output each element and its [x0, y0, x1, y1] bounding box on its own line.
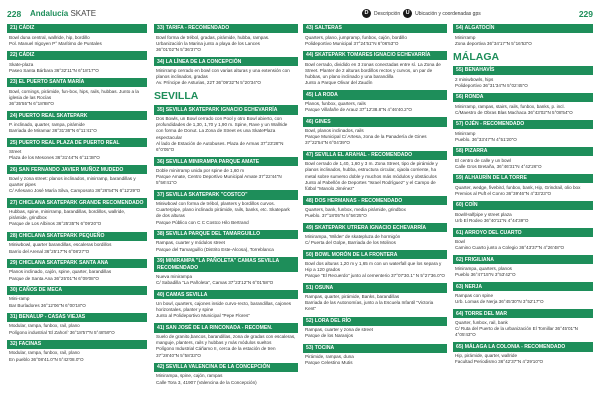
- entry-location: Pueblo 36°47'15"N 3°53'42"O: [455, 271, 516, 277]
- entry-description: Bowl y zona street: planos inclinados, minirramp, barandillas y quarter pipes: [9, 175, 136, 188]
- entry-title: 24) PUERTO REAL SKATEPARK: [7, 111, 147, 120]
- skatepark-entry: [453, 309, 593, 338]
- entry-location: Urb El Rodeo 36°40'11"N 4°44'39"O: [455, 217, 529, 223]
- page-number-right: 229: [578, 9, 593, 19]
- region-heading: MÁLAGA: [453, 51, 500, 64]
- entry-description: Minirampa, quarters, planos: [455, 265, 512, 271]
- entry-description: Modular, rampa, funbox, rail, plano: [9, 350, 80, 356]
- entry-location: En pueblo 36°08'41.0"N 5°42'08.0"O: [9, 356, 84, 362]
- entry-title: 32) FACINAS: [7, 340, 147, 349]
- entry-title: 27) CHICLANA SKATEPARK GRANDE RECOMENDADO: [7, 198, 147, 207]
- entry-description: Planos inclinado, cajón, spine, quarter, barandillas: [9, 269, 112, 275]
- entry-location: Paseo Santa Bárbara 36°32'11"N 6°18'17"O: [9, 67, 99, 73]
- skatepark-entry: [303, 117, 447, 146]
- entry-title: 22) CÁDIZ: [7, 51, 147, 60]
- skatepark-entry: [154, 157, 298, 186]
- skatepark-entry: [7, 51, 147, 74]
- entry-location: Zona deportiva 36°34'17"N 5°16'53"O: [455, 40, 532, 46]
- entry-title: 26) SAN FERNANDO JAVIER MUÑOZ MUDEDO: [7, 165, 147, 174]
- entry-title: 34) LA LÍNEA DE LA CONCEPCIÓN: [154, 57, 298, 66]
- entry-location: Facultad Periodismo 36°42'37"N 4°29'10"O: [455, 359, 544, 365]
- entry-title: 44) SKATEPARK TOMARES IGNACIO ECHEVARRÍA: [303, 51, 447, 60]
- entry-title: 56) RONDA: [453, 93, 593, 102]
- entry-description: Minirampa, spine, cajón, rampas: [156, 373, 223, 379]
- legend-description-label: Descripción: [374, 10, 401, 17]
- skatepark-entry: [453, 174, 593, 197]
- entry-location: Junto al Polideportivo Municipal "Pepe Flores": [156, 313, 250, 319]
- skatepark-entry: [453, 201, 593, 224]
- entry-title: 62) FRIGILIANA: [453, 255, 593, 264]
- skatepark-entry: [303, 24, 447, 47]
- entry-location: Parque de Los Albinos 36°25'35"N 6°09'20"O: [9, 221, 102, 227]
- entry-title: 49) SKATEPARK UTRERA IGNACIO ECHEVARRÍA: [303, 223, 447, 232]
- entry-title: 50) BOWL MORÓN DE LA FRONTERA: [303, 250, 447, 259]
- skatepark-entry: [453, 228, 593, 251]
- entry-location: Calle Gros Bretaña, 36°46'31"N 4°42'26"O: [455, 163, 542, 169]
- entry-location: Av. Príncipe de Asturias, 22T 36°09'32"N 5°20'34"O: [156, 80, 261, 86]
- entry-description: Street: [9, 148, 22, 154]
- skatepark-entry: [453, 147, 593, 170]
- entry-description: Suelo de granito,bancos, barandillas, zona de gradas con escaleras, manguje, planters, rails y hubbas y más módulos sueltos: [156, 334, 296, 346]
- entry-description: Rampas, cuarter y zona de street: [305, 327, 373, 333]
- entry-title: 41) SAN JOSÉ DE LA RINCONADA - RECOMEN.: [154, 323, 298, 332]
- entry-location: Parque Municipal C/ Artesa, zona de la Panadería de Gines 37°22'54"N 6°04'39"O: [305, 134, 427, 146]
- entry-location: C/ Puerta del Golpe, Barriada de los Molinos: [305, 240, 396, 246]
- skatepark-entry: [453, 93, 593, 116]
- entry-location: 36°01'02"N 5°36'37"O: [156, 47, 201, 53]
- entry-description: Bowl, planos inclinados, rails: [305, 128, 364, 134]
- entry-description: Skate-plaza: [9, 61, 34, 67]
- entry-description: Quarter, wedge, fivebird, funbox, bank, Hip, Grindrail, olio box: [455, 184, 581, 190]
- section-region: Andalucía: [30, 9, 69, 18]
- skatepark-entry: [154, 290, 298, 319]
- entry-title: 21) CÁDIZ: [7, 24, 147, 33]
- column-3: [303, 24, 447, 412]
- skatepark-entry: [154, 230, 298, 253]
- entry-title: 28) CHICLANA SKATEPARK PEQUEÑO: [7, 232, 147, 241]
- entry-title: 45) LA RODA: [303, 90, 447, 99]
- entry-description: Dos Bowls, un Bowl cerrado con Pool y otro Bowl abierto, con profundidades de 1,30, 1,70 y 1,90 m. Spine, Rave y un Wallride con forma de Donut. La Zona de Street es una SkatePlaza espectacular: [156, 116, 288, 140]
- entry-description: Miniwbowl, quarter barandillas, escaleras bordillos: [9, 242, 112, 248]
- entry-description: Planos, funbox, quarters, rails: [305, 101, 366, 107]
- entry-title: 55) BENAHAVÍS: [453, 66, 593, 75]
- entry-description: Pirámide, rampas, duna: [305, 354, 354, 360]
- entry-title: 52) LORA DEL RÍO: [303, 317, 447, 326]
- entry-title: 39) MINIRAMPA "LA PAÑOLETA" CAMAS SEVILLA RECOMENDADO: [154, 257, 298, 273]
- skatepark-entry: [453, 282, 593, 305]
- entry-location: C/Maestro de Obras Blas Machaca 36°43'02"N 5°08'54"O: [455, 109, 573, 115]
- skatepark-entry: [303, 223, 447, 246]
- entry-title: 35) SEVILLA SKATEPARK IGNACIO ECHEVARRÍA: [154, 105, 298, 114]
- skatepark-entry: [303, 90, 447, 113]
- skatepark-entry: [154, 323, 298, 358]
- entry-location: Barrio del Arenal 36°25'17"N 6°08'27"O: [9, 248, 90, 254]
- entry-title: 43) SALTERAS: [303, 24, 447, 33]
- entry-location: C/ Arlesano José María Silva, Camposoto 36°26'54"N 6°12'29"O: [9, 188, 141, 194]
- entry-location: Parque Público con C C Costco Hilo Bertrand: [156, 219, 249, 225]
- skatepark-entry: [7, 286, 147, 309]
- skatepark-entry: [7, 165, 147, 194]
- entry-location: Bar Burladores 36°12'06"N 6°00'18"O: [9, 302, 86, 308]
- section-title: [30, 9, 96, 18]
- skatepark-entry: [7, 24, 147, 47]
- entry-title: 60) COÍN: [453, 201, 593, 210]
- entry-description: Bowl duna central, wallride, hip, bordillo: [9, 34, 90, 40]
- entry-description: Quarters, plano, jumpramp, funbox, cajón, bordillo: [305, 34, 407, 40]
- entry-title: 65) MÁLAGA LA COLONIA - RECOMENDADO: [453, 342, 593, 351]
- entry-description: Bowl dos alturas 1,20 m y 1,65 m con un waterfall que los separa y Hip a 120 grados: [305, 260, 442, 273]
- entry-title: 33) TARIFA - RECOMENDADO: [154, 24, 298, 33]
- skatepark-entry: [7, 138, 147, 161]
- column-4: [453, 24, 593, 412]
- entry-title: 61) ARROYO DEL CUARTO: [453, 228, 593, 237]
- skatepark-entry: [7, 78, 147, 107]
- page-number-left: 228: [7, 9, 22, 19]
- entry-title: 42) SEVILLA VALENCINA DE LA CONCEPCIÓN: [154, 363, 298, 372]
- skatepark-entry: [453, 24, 593, 47]
- entry-location: Plaza de los Mesones 36°31'44"N 6°11'38"O: [9, 155, 100, 161]
- entry-description: Minirramp: [455, 130, 476, 136]
- entry-description: Bowl/Halfpipe y street plaza: [455, 211, 512, 217]
- entry-description: Bowl forma de trébol, gradas, pirámide, hubba, rampas. Urbanización la Marina junto a playa de los Lances: [156, 34, 270, 46]
- entry-location: Pueblo. 37°18'05"N 5°56'25"O: [305, 213, 367, 219]
- legend-location-label: Ubicación y coordenadas gps: [415, 10, 481, 17]
- entry-title: 59) ALHAURÍN DE LA TORRE: [453, 174, 593, 183]
- entry-title: 57) OJÉN - RECOMENDADO: [453, 120, 593, 129]
- column-2: [154, 24, 298, 412]
- entry-location: Parque Celestino Mutis: [305, 360, 353, 366]
- entry-location: Parque de Santa Ana 36°25'01"N 6°09'08"O: [9, 275, 99, 281]
- entry-location: Parque del Tamarguillo (Distrito Este-Alcosa), Torreblanca: [156, 246, 274, 252]
- entry-description: Minirramp, rampas, stairs, rails, funbox, banks, p. incl.: [455, 103, 565, 109]
- entry-location: Parque "El Recuerdo" junto al cementerio 37°07'30.1" N 5°27'36.0"O: [305, 273, 445, 279]
- entry-location: Calle Tora 3, 41907 (Valencina de la Concepción): [156, 379, 257, 385]
- entry-title: 40) CAMAS SEVILLA: [154, 290, 298, 299]
- entry-title: 36) SEVILLA MINIRAMPA PARQUE AMATE: [154, 157, 298, 166]
- entry-description: Bowl cerrado de 1,40, 1,60 y 3 m. Zona Street, tipo de pirámide y planos inclinados, hubba, estructura circular, ojaola corriente, ha metal sobre sumerso doble y muchos más módulos y obstáculos: [305, 161, 438, 179]
- entry-title: 48) DOS HERMANAS - RECOMENDADO: [303, 196, 447, 205]
- entry-description: Hip, pirámide, quarter, wallride: [455, 353, 518, 358]
- legend: [362, 9, 481, 18]
- entry-location: Pueblo. 36°33'47"N 4°51'20"O: [455, 136, 517, 142]
- skatepark-entry: [453, 255, 593, 278]
- entry-description: Mini-ramp: [9, 296, 30, 302]
- entry-location: Premios al Puft el Conro 36°39'46"N 4°33'23"O: [455, 190, 552, 196]
- entry-description: Bowl: [455, 238, 465, 244]
- region-heading: SEVILLA: [154, 90, 199, 103]
- entry-description: Doble minirramp unida por spine de 1,60 m: [156, 167, 245, 173]
- entry-description: 2 miniwbowls, hips: [455, 76, 494, 82]
- entry-description: Bowl cerrado, dividido en 3 zonas conectadas entre sí. La Zona de Street. Planter de 2 alturas bordillos rectos y curvos, un par de hubbas, un plano inclinado y una barandilla: [305, 61, 441, 80]
- entry-title: 58) PIZARRA: [453, 147, 593, 156]
- entry-description: Miniwbowl con forma de trébol, planters y bordillos curvos. Cuarterpipe, plano inclinado pirámide, rails, banks, etc. Skatepark de dos alturas: [156, 201, 290, 219]
- entry-location: Junto al Pabellón de Deportes "Israel Rodríguez" y el Campo de fútbol "Manolo Jiménez": [305, 179, 436, 192]
- entry-location: Barriada de Miramar 36°31'36"N 6°11'41"O: [9, 128, 97, 134]
- entry-location: Parque Villafañe de Arauz 37°12'38.8"N 4°46'40.2"O: [305, 107, 412, 113]
- entry-description: Minirramp cerrado en bowl con varias alturas y una extensión con planos inclinados, gradas: [156, 67, 290, 80]
- entry-description: Un bowl, quarters, cajones inside curvo-recto, barandillas, cajones horizontales, planter y spine: [156, 300, 292, 312]
- entry-title: 37) SEVILLA SKATEPARK "COSTCO": [154, 190, 298, 199]
- entry-description: Nueva minirampa: [156, 273, 192, 279]
- entry-location: Parque de los Naranjos: [305, 333, 354, 339]
- skatepark-entry: [453, 66, 593, 89]
- entry-title: 25) PUERTO REAL PLAZA DE PUERTO REAL: [7, 138, 147, 147]
- skatepark-entry: [7, 313, 147, 336]
- entry-location: C/ Ruta del Puerto de la urbanización El Tomillar 36°45'01"N 4°05'43"O: [455, 325, 578, 338]
- entry-location: Polideportivo 36°31'34"N 5°02'45"O: [455, 82, 528, 88]
- entry-description: Minirramp: [455, 34, 476, 40]
- entry-title: 63) NERJA: [453, 282, 593, 291]
- description-icon: D: [362, 9, 371, 18]
- skatepark-entry: [303, 344, 447, 367]
- skatepark-entry: [154, 363, 298, 386]
- skatepark-entry: [7, 198, 147, 227]
- entry-title: 51) OSUNA: [303, 283, 447, 292]
- entry-title: 38) SEVILLA PARQUE DEL TAMARGUILLO: [154, 230, 298, 239]
- skatepark-entry: [7, 259, 147, 282]
- entry-location: Camino Cuarto junto a Colegio 36°43'37"N 4°26'48"O: [455, 244, 565, 250]
- entry-title: 29) CHICLANA SKATEPARK SANTA ANA: [7, 259, 147, 268]
- skatepark-entry: [154, 190, 298, 225]
- location-icon: U: [403, 9, 412, 18]
- skatepark-entry: [154, 257, 298, 286]
- skatepark-entry: [7, 111, 147, 134]
- entry-location: Pol. Manuel Irigoyen P° Marítimo de Puntales: [9, 40, 102, 46]
- entry-location: Barriada de las Autonomías, junto a la Escuela Infantil "Victoria Kent": [305, 300, 434, 312]
- skatepark-entry: [303, 317, 447, 340]
- skatepark-entry: [303, 51, 447, 86]
- entry-location: Al lado de Estación de Autobuses. Plaza de Armas 37°23'28"N 6°0'05"O: [156, 140, 284, 152]
- skatepark-entry: [7, 232, 147, 255]
- skatepark-entry: [303, 250, 447, 279]
- skatepark-entry: [154, 105, 298, 153]
- skatepark-entry: [303, 151, 447, 193]
- entry-description: El centro de calle y un bowl: [455, 157, 511, 163]
- entry-location: Urb. Lomas de Nerja 36°45'30"N 3°52'17"O: [455, 298, 544, 304]
- entry-description: Bowl, cornings, pirámide, fun-box, hips, rails, hubbas. Junto a la iglesia de las Rocías: [9, 88, 139, 100]
- entry-location: Junto a Parque Olivar del Zaudín: [305, 80, 373, 86]
- entry-title: 64) TORRE DEL MAR: [453, 309, 593, 318]
- column-1: [7, 24, 147, 412]
- entry-description: Modular, rampa, funbox, rail, plano: [9, 323, 80, 329]
- entry-description: Quarter, funbox, rail, bank: [455, 319, 508, 325]
- entry-description: P. inclinado, quarter, rampa, pirámide: [9, 121, 85, 127]
- entry-title: 46) GINES: [303, 117, 447, 126]
- entry-location: Polígono industrial 'El Zahorí' 36°18'57"N 5°48'59"O: [9, 329, 115, 335]
- skatepark-entry: [7, 340, 147, 363]
- entry-description: Rampas, cuarter y módulos street: [156, 240, 225, 246]
- entry-description: Hubbas, spine, minirramp, barandillas, bordillos, wallride, pirámide, grindbox: [9, 209, 126, 221]
- skatepark-entry: [154, 24, 298, 53]
- entry-description: Quarters, bank, funbox, media pirámide, grindbox: [305, 206, 406, 212]
- skatepark-entry: [154, 57, 298, 86]
- entry-location: Parque Amate, Centro Deportivo Municipal Amate 37°22'44"N 5°56'41"O: [156, 174, 282, 186]
- entry-description: Rampas con spine: [455, 292, 494, 298]
- entry-location: Polígono Industrial Cáñamo II, cerca de la estación de tren 37°28'40"N 5°58'33"O: [156, 346, 276, 358]
- entry-description: Minirampa, 'Wilder' de skatepluza de hormigón: [305, 233, 401, 239]
- entry-location: 36°35'55"N 6°18'88"O: [9, 101, 54, 107]
- entry-location: C/ Sabadilla "La Pañoleta", Camas 37°23'12"N 6°01'58"O: [156, 279, 274, 285]
- entry-title: 53) TOCINA: [303, 344, 447, 353]
- skatepark-entry: [453, 120, 593, 143]
- entry-location: Polideportivo Municipal 37°24'51"N 6°06'53"O: [305, 40, 399, 46]
- entry-description: Rampas, quarter, pirámide, Banks, barandillas: [305, 294, 400, 300]
- skatepark-entry: [303, 196, 447, 219]
- entry-title: 23) EL PUERTO SANTA MARÍA: [7, 78, 147, 87]
- page-header: [0, 0, 600, 22]
- entry-title: 30) CAÑOS DE MECA: [7, 286, 147, 295]
- skatepark-entry: [303, 283, 447, 312]
- entry-title: 47) SEVILLA EL ARAHAL - RECOMENDADO: [303, 151, 447, 160]
- entry-title: 31) BENALUP - CASAS VIEJAS: [7, 313, 147, 322]
- section-topic: SKATE: [70, 9, 97, 18]
- entry-title: 54) ALGATOCÍN: [453, 24, 593, 33]
- skatepark-entry: [453, 342, 593, 365]
